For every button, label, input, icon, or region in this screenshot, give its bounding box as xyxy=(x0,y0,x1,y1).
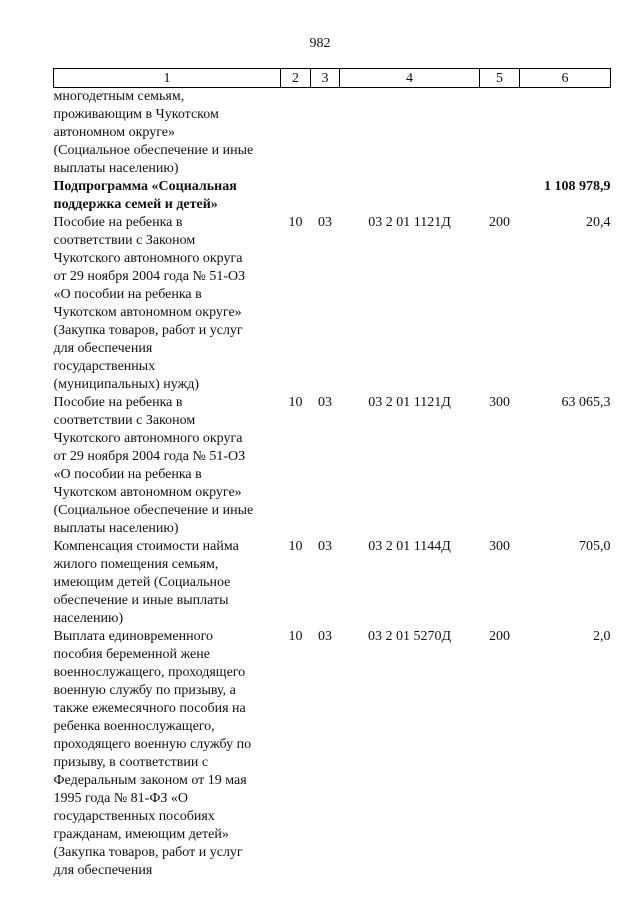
expense-type-cell: 200 xyxy=(489,629,510,644)
section-cell xyxy=(281,178,311,214)
amount-cell: 1 108 978,9 xyxy=(544,179,611,194)
amount-cell: 705,0 xyxy=(579,539,611,554)
table-header-row xyxy=(54,69,611,88)
subsection-cell: 03 xyxy=(318,539,332,554)
section-cell: 10 xyxy=(288,629,303,644)
section-cell: 10 xyxy=(288,539,303,554)
table-row xyxy=(54,394,611,538)
expense-name-cell: многодетным семьям, проживающим в Чукотском автономном округе» (Социальное обеспечение и иные выплаты населению) xyxy=(53,89,254,176)
budget-table xyxy=(53,68,611,880)
expense-name-cell: Пособие на ребенка в соответствии с Законом Чукотского автономного округа от 29 ноября 2004 года № 51-ОЗ «О пособии на ребенка в Чукотском автономном округе» (Социальное обеспечение и иные выплаты населению) xyxy=(53,395,254,536)
target-article-cell: 03 2 01 1121Д xyxy=(368,395,451,410)
table-row xyxy=(54,628,611,880)
column-header: 2 xyxy=(281,69,311,88)
target-article-cell: 03 2 01 1121Д xyxy=(368,215,451,230)
target-article-cell xyxy=(340,178,480,214)
target-article-cell: 03 2 01 1144Д xyxy=(368,539,451,554)
column-header: 5 xyxy=(480,69,520,88)
subsection-cell xyxy=(311,88,340,179)
expense-type-cell: 300 xyxy=(489,539,510,554)
expense-type-cell: 200 xyxy=(489,215,510,230)
column-header: 3 xyxy=(311,69,340,88)
target-article-cell xyxy=(340,88,480,179)
target-article-cell: 03 2 01 5270Д xyxy=(367,629,452,644)
table-row xyxy=(54,214,611,394)
page-number: 982 xyxy=(309,36,331,51)
table-row xyxy=(54,538,611,628)
column-header: 1 xyxy=(54,69,281,88)
amount-cell xyxy=(520,88,611,179)
amount-cell: 20,4 xyxy=(586,215,611,230)
column-header: 6 xyxy=(520,69,611,88)
expense-name-cell: Подпрограмма «Социальная поддержка семей и детей» xyxy=(53,179,237,212)
expense-type-cell xyxy=(480,178,520,214)
subsection-cell: 03 xyxy=(318,395,332,410)
section-cell: 10 xyxy=(288,215,303,230)
subsection-cell: 03 xyxy=(318,215,332,230)
table-row-subprogram xyxy=(54,178,611,214)
section-cell xyxy=(281,88,311,179)
table-row xyxy=(54,88,611,179)
expense-name-cell: Компенсация стоимости найма жилого помещения семьям, имеющим детей (Социальное обеспечение и иные выплаты населению) xyxy=(53,539,239,626)
amount-cell: 63 065,3 xyxy=(561,395,611,410)
expense-name-cell: Выплата единовременного пособия беременной жене военнослужащего, проходящего военную службу по призыву, а также ежемесячного пособия на ребенка военнослужащего, проходящего военную службу по призыву, в соответствии с Федеральным законом от 19 мая 1995 года № 81-ФЗ «О государственных пособиях гражданам, имеющим детей» (Закупка товаров, работ и услуг для обеспечения xyxy=(53,629,252,878)
expense-type-cell: 300 xyxy=(489,395,510,410)
expense-type-cell xyxy=(480,88,520,179)
amount-cell: 2,0 xyxy=(593,629,611,644)
column-header: 4 xyxy=(340,69,480,88)
section-cell: 10 xyxy=(288,395,303,410)
expense-name-cell: Пособие на ребенка в соответствии с Законом Чукотского автономного округа от 29 ноября 2004 года № 51-ОЗ «О пособии на ребенка в Чукотском автономном округе» (Закупка товаров, работ и услуг для обеспечения государственных (муниципальных) нужд) xyxy=(53,215,246,392)
subsection-cell xyxy=(311,178,340,214)
subsection-cell: 03 xyxy=(318,629,332,644)
